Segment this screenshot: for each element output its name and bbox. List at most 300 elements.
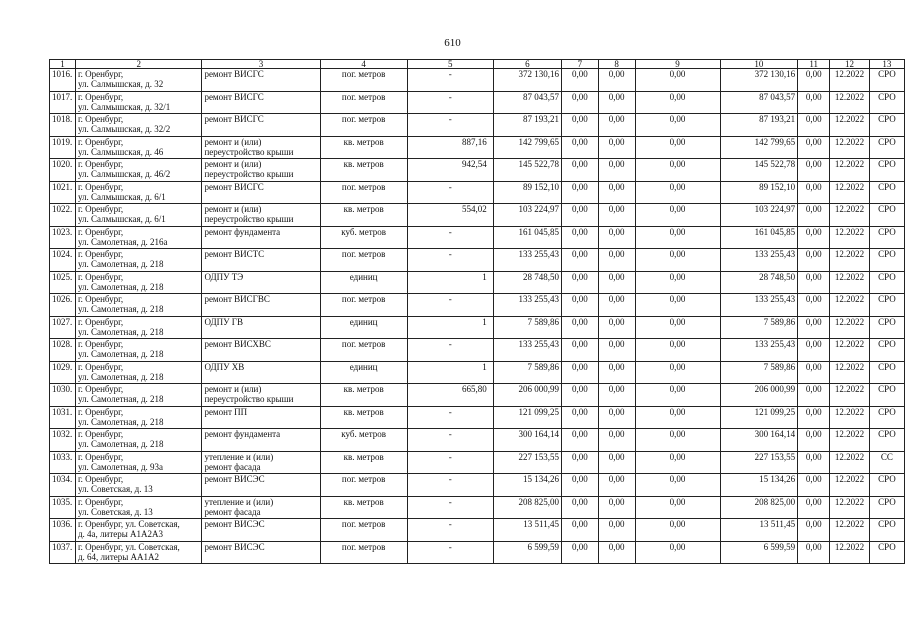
row-number-cell: 1029. xyxy=(50,361,76,384)
address-line: ул. Самолетная, д. 93а xyxy=(77,461,164,472)
value-cell: 0,00 xyxy=(598,294,635,317)
unit-cell: пог. метров xyxy=(320,249,407,272)
value-cell: 0,00 xyxy=(561,159,598,182)
address-line: ул. Самолетная, д. 216а xyxy=(77,236,168,247)
address-line: г. Оренбург, xyxy=(77,69,124,79)
value-cell: 0,00 xyxy=(561,204,598,227)
row-number-cell: 1037. xyxy=(50,541,76,564)
fund-cost-cell: 15 134,26 xyxy=(720,474,798,497)
address-line: ул. Самолетная, д. 218 xyxy=(77,259,164,269)
address-line: г. Оренбург, xyxy=(77,451,124,462)
work-type-line: ОДПУ ГВ xyxy=(204,316,243,327)
volume-cell: - xyxy=(407,226,493,249)
volume-cell: 554,02 xyxy=(407,204,493,227)
address-cell xyxy=(75,406,202,429)
address-line: ул. Салмышская, д. 32 xyxy=(77,79,164,89)
fund-cost-cell: 87 043,57 xyxy=(720,91,798,114)
unit-cell: пог. метров xyxy=(320,294,407,317)
value-cell: 0,00 xyxy=(635,496,720,519)
value-cell: 0,00 xyxy=(561,136,598,159)
row-number-cell: 1034. xyxy=(50,474,76,497)
fund-method-cell: СРО xyxy=(869,159,904,182)
value-cell: 0,00 xyxy=(598,429,635,452)
table-row xyxy=(50,91,905,114)
work-type-cell xyxy=(202,136,320,159)
work-type-line: ремонт и (или) xyxy=(204,384,262,394)
fund-cost-cell: 87 193,21 xyxy=(720,114,798,137)
total-cost-cell: 206 000,99 xyxy=(493,384,561,407)
value-cell: 0,00 xyxy=(798,226,830,249)
value-cell: 0,00 xyxy=(598,519,635,542)
work-type-cell xyxy=(202,429,320,452)
value-cell: 0,00 xyxy=(798,406,830,429)
column-header: 13 xyxy=(869,60,904,69)
unit-cell: пог. метров xyxy=(320,91,407,114)
address-line: ул. Самолетная, д. 218 xyxy=(77,349,164,359)
address-cell xyxy=(75,519,202,542)
address-line: ул. Советская, д. 13 xyxy=(77,484,153,494)
address-line: д. 64, литеры АА1А2 xyxy=(77,551,160,562)
row-number-cell: 1024. xyxy=(50,249,76,272)
unit-cell: кв. метров xyxy=(320,384,407,407)
value-cell: 0,00 xyxy=(598,271,635,294)
total-cost-cell: 161 045,85 xyxy=(493,226,561,249)
value-cell: 0,00 xyxy=(598,136,635,159)
work-type-cell xyxy=(202,519,320,542)
table-row xyxy=(50,519,905,542)
row-number-cell: 1025. xyxy=(50,271,76,294)
fund-cost-cell: 6 599,59 xyxy=(720,541,798,564)
volume-cell: 1 xyxy=(407,271,493,294)
value-cell: 0,00 xyxy=(798,271,830,294)
fund-cost-cell: 133 255,43 xyxy=(720,294,798,317)
volume-cell: - xyxy=(407,339,493,362)
address-line: ул. Салмышская, д. 46 xyxy=(77,146,164,157)
fund-method-cell: СРО xyxy=(869,541,904,564)
value-cell: 0,00 xyxy=(635,226,720,249)
value-cell: 0,00 xyxy=(561,496,598,519)
value-cell: 0,00 xyxy=(798,136,830,159)
unit-cell: кв. метров xyxy=(320,406,407,429)
row-number-cell: 1023. xyxy=(50,226,76,249)
address-cell xyxy=(75,159,202,182)
value-cell: 0,00 xyxy=(635,204,720,227)
value-cell: 0,00 xyxy=(561,271,598,294)
work-type-line: ремонт ВИСГВС xyxy=(204,294,270,304)
value-cell: 0,00 xyxy=(798,316,830,339)
value-cell: 0,00 xyxy=(798,519,830,542)
volume-cell: - xyxy=(407,451,493,474)
address-cell xyxy=(75,181,202,204)
work-type-line: утепление и (или) xyxy=(204,496,274,507)
address-line: ул. Самолетная, д. 218 xyxy=(77,326,164,337)
value-cell: 0,00 xyxy=(635,451,720,474)
fund-method-cell: СРО xyxy=(869,181,904,204)
work-type-line: ремонт ВИСГС xyxy=(204,181,264,192)
value-cell: 0,00 xyxy=(635,249,720,272)
fund-method-cell: СРО xyxy=(869,406,904,429)
total-cost-cell: 28 748,50 xyxy=(493,271,561,294)
unit-cell: кв. метров xyxy=(320,204,407,227)
value-cell: 0,00 xyxy=(635,339,720,362)
address-line: ул. Самолетная, д. 218 xyxy=(77,416,164,427)
column-header: 6 xyxy=(493,60,561,69)
work-type-line: ремонт фундамента xyxy=(204,226,281,237)
unit-cell: единиц xyxy=(320,361,407,384)
deadline-cell: 12.2022 xyxy=(830,91,870,114)
fund-cost-cell: 7 589,86 xyxy=(720,316,798,339)
value-cell: 0,00 xyxy=(798,474,830,497)
fund-cost-cell: 206 000,99 xyxy=(720,384,798,407)
total-cost-cell: 208 825,00 xyxy=(493,496,561,519)
value-cell: 0,00 xyxy=(561,226,598,249)
column-header: 9 xyxy=(635,60,720,69)
address-line: г. Оренбург, xyxy=(77,136,124,147)
unit-cell: кв. метров xyxy=(320,136,407,159)
unit-cell: пог. метров xyxy=(320,69,407,92)
unit-cell: пог. метров xyxy=(320,181,407,204)
work-type-line: ремонт и (или) xyxy=(204,136,262,147)
value-cell: 0,00 xyxy=(598,204,635,227)
address-line: г. Оренбург, xyxy=(77,474,124,484)
row-number-cell: 1020. xyxy=(50,159,76,182)
volume-cell: - xyxy=(407,474,493,497)
work-type-cell xyxy=(202,181,320,204)
deadline-cell: 12.2022 xyxy=(830,474,870,497)
address-line: г. Оренбург, xyxy=(77,406,124,417)
value-cell: 0,00 xyxy=(798,541,830,564)
row-number-cell: 1018. xyxy=(50,114,76,137)
table-row xyxy=(50,271,905,294)
value-cell: 0,00 xyxy=(561,361,598,384)
table-row xyxy=(50,339,905,362)
total-cost-cell: 15 134,26 xyxy=(493,474,561,497)
work-type-line: ремонт ВИСГС xyxy=(204,114,264,124)
address-line: г. Оренбург, xyxy=(77,159,124,169)
column-header: 5 xyxy=(407,60,493,69)
fund-cost-cell: 227 153,55 xyxy=(720,451,798,474)
fund-cost-cell: 103 224,97 xyxy=(720,204,798,227)
row-number-cell: 1022. xyxy=(50,204,76,227)
volume-cell: - xyxy=(407,519,493,542)
fund-method-cell: СРО xyxy=(869,496,904,519)
address-line: г. Оренбург, xyxy=(77,181,124,192)
volume-cell: 1 xyxy=(407,361,493,384)
work-type-cell xyxy=(202,204,320,227)
work-type-line: ремонт ВИСГС xyxy=(204,69,264,79)
work-type-line: ремонт ВИСХВС xyxy=(204,339,271,349)
row-number-cell: 1030. xyxy=(50,384,76,407)
fund-cost-cell: 142 799,65 xyxy=(720,136,798,159)
unit-cell: кв. метров xyxy=(320,159,407,182)
deadline-cell: 12.2022 xyxy=(830,339,870,362)
deadline-cell: 12.2022 xyxy=(830,384,870,407)
work-type-cell xyxy=(202,384,320,407)
column-number-row xyxy=(50,60,905,69)
work-type-cell xyxy=(202,114,320,137)
address-line: ул. Самолетная, д. 218 xyxy=(77,439,164,449)
address-line: ул. Салмышская, д. 32/1 xyxy=(77,101,171,112)
table-row xyxy=(50,474,905,497)
value-cell: 0,00 xyxy=(635,384,720,407)
fund-cost-cell: 161 045,85 xyxy=(720,226,798,249)
total-cost-cell: 121 099,25 xyxy=(493,406,561,429)
column-header: 4 xyxy=(320,60,407,69)
address-line: г. Оренбург, xyxy=(77,204,124,214)
work-type-line: ремонт ВИСЭС xyxy=(204,541,265,552)
column-header: 2 xyxy=(75,60,202,69)
fund-method-cell: СРО xyxy=(869,114,904,137)
deadline-cell: 12.2022 xyxy=(830,294,870,317)
work-type-line: переустройство крыши xyxy=(204,169,294,179)
fund-cost-cell: 13 511,45 xyxy=(720,519,798,542)
value-cell: 0,00 xyxy=(598,451,635,474)
value-cell: 0,00 xyxy=(561,316,598,339)
total-cost-cell: 142 799,65 xyxy=(493,136,561,159)
value-cell: 0,00 xyxy=(561,541,598,564)
table-row xyxy=(50,316,905,339)
work-type-line: ремонт ПП xyxy=(204,406,248,417)
table-row xyxy=(50,384,905,407)
value-cell: 0,00 xyxy=(798,361,830,384)
value-cell: 0,00 xyxy=(798,339,830,362)
value-cell: 0,00 xyxy=(798,384,830,407)
work-type-line: ремонт ВИСЭС xyxy=(204,474,265,484)
value-cell: 0,00 xyxy=(798,114,830,137)
address-line: г. Оренбург, xyxy=(77,384,124,394)
fund-method-cell: СРО xyxy=(869,204,904,227)
work-type-line: ремонт ВИСТС xyxy=(204,249,265,259)
value-cell: 0,00 xyxy=(798,451,830,474)
unit-cell: куб. метров xyxy=(320,226,407,249)
row-number-cell: 1021. xyxy=(50,181,76,204)
work-type-cell xyxy=(202,294,320,317)
volume-cell: - xyxy=(407,294,493,317)
value-cell: 0,00 xyxy=(598,541,635,564)
value-cell: 0,00 xyxy=(635,159,720,182)
value-cell: 0,00 xyxy=(798,496,830,519)
volume-cell: - xyxy=(407,496,493,519)
row-number-cell: 1028. xyxy=(50,339,76,362)
page-number: 610 xyxy=(444,37,461,49)
address-cell xyxy=(75,204,202,227)
value-cell: 0,00 xyxy=(561,474,598,497)
work-type-cell xyxy=(202,226,320,249)
value-cell: 0,00 xyxy=(798,69,830,92)
column-header: 3 xyxy=(202,60,320,69)
value-cell: 0,00 xyxy=(561,114,598,137)
row-number-cell: 1036. xyxy=(50,519,76,542)
table-row xyxy=(50,294,905,317)
value-cell: 0,00 xyxy=(598,159,635,182)
volume-cell: - xyxy=(407,181,493,204)
volume-cell: - xyxy=(407,249,493,272)
unit-cell: кв. метров xyxy=(320,496,407,519)
work-type-line: ремонт фундамента xyxy=(204,429,281,439)
address-line: г. Оренбург, xyxy=(77,91,124,102)
column-header: 1 xyxy=(50,60,76,69)
address-line: г. Оренбург, xyxy=(77,114,124,124)
value-cell: 0,00 xyxy=(798,429,830,452)
row-number-cell: 1017. xyxy=(50,91,76,114)
work-type-line: утепление и (или) xyxy=(204,451,274,462)
address-cell xyxy=(75,226,202,249)
value-cell: 0,00 xyxy=(635,69,720,92)
value-cell: 0,00 xyxy=(598,249,635,272)
work-type-cell xyxy=(202,541,320,564)
value-cell: 0,00 xyxy=(561,69,598,92)
value-cell: 0,00 xyxy=(635,519,720,542)
value-cell: 0,00 xyxy=(798,159,830,182)
column-header: 10 xyxy=(720,60,798,69)
address-cell xyxy=(75,361,202,384)
fund-method-cell: СРО xyxy=(869,316,904,339)
address-line: ул. Самолетная, д. 218 xyxy=(77,394,164,404)
value-cell: 0,00 xyxy=(635,136,720,159)
row-number-cell: 1031. xyxy=(50,406,76,429)
fund-cost-cell: 145 522,78 xyxy=(720,159,798,182)
unit-cell: пог. метров xyxy=(320,114,407,137)
volume-cell: - xyxy=(407,429,493,452)
work-type-cell xyxy=(202,91,320,114)
work-type-cell xyxy=(202,249,320,272)
value-cell: 0,00 xyxy=(798,294,830,317)
table-row xyxy=(50,496,905,519)
fund-method-cell: СРО xyxy=(869,271,904,294)
work-type-line: ремонт ВИСГС xyxy=(204,91,264,102)
table-row xyxy=(50,406,905,429)
value-cell: 0,00 xyxy=(561,91,598,114)
volume-cell: - xyxy=(407,406,493,429)
row-number-cell: 1016. xyxy=(50,69,76,92)
deadline-cell: 12.2022 xyxy=(830,159,870,182)
value-cell: 0,00 xyxy=(598,339,635,362)
total-cost-cell: 6 599,59 xyxy=(493,541,561,564)
volume-cell: - xyxy=(407,69,493,92)
value-cell: 0,00 xyxy=(598,361,635,384)
value-cell: 0,00 xyxy=(635,181,720,204)
deadline-cell: 12.2022 xyxy=(830,69,870,92)
value-cell: 0,00 xyxy=(561,294,598,317)
work-type-cell xyxy=(202,316,320,339)
total-cost-cell: 300 164,14 xyxy=(493,429,561,452)
work-type-line: ОДПУ ТЭ xyxy=(204,271,244,282)
volume-cell: 665,80 xyxy=(407,384,493,407)
table-row xyxy=(50,451,905,474)
deadline-cell: 12.2022 xyxy=(830,519,870,542)
value-cell: 0,00 xyxy=(598,384,635,407)
fund-method-cell: СРО xyxy=(869,69,904,92)
fund-cost-cell: 372 130,16 xyxy=(720,69,798,92)
column-header: 11 xyxy=(798,60,830,69)
total-cost-cell: 89 152,10 xyxy=(493,181,561,204)
deadline-cell: 12.2022 xyxy=(830,406,870,429)
address-line: г. Оренбург, xyxy=(77,339,124,349)
table-row xyxy=(50,181,905,204)
total-cost-cell: 133 255,43 xyxy=(493,249,561,272)
work-type-line: ремонт и (или) xyxy=(204,204,262,214)
fund-cost-cell: 300 164,14 xyxy=(720,429,798,452)
deadline-cell: 12.2022 xyxy=(830,226,870,249)
total-cost-cell: 13 511,45 xyxy=(493,519,561,542)
value-cell: 0,00 xyxy=(598,69,635,92)
deadline-cell: 12.2022 xyxy=(830,316,870,339)
value-cell: 0,00 xyxy=(635,271,720,294)
work-type-line: переустройство крыши xyxy=(204,394,294,404)
value-cell: 0,00 xyxy=(635,316,720,339)
value-cell: 0,00 xyxy=(561,181,598,204)
fund-method-cell: СРО xyxy=(869,474,904,497)
fund-method-cell: СРО xyxy=(869,226,904,249)
address-cell xyxy=(75,69,202,92)
deadline-cell: 12.2022 xyxy=(830,429,870,452)
work-type-line: переустройство крыши xyxy=(204,146,294,157)
value-cell: 0,00 xyxy=(598,496,635,519)
address-line: д. 4а, литеры А1А2А3 xyxy=(77,529,164,539)
fund-method-cell: СС xyxy=(869,451,904,474)
total-cost-cell: 87 193,21 xyxy=(493,114,561,137)
row-number-cell: 1027. xyxy=(50,316,76,339)
address-line: г. Оренбург, ул. Советская, xyxy=(77,541,180,552)
unit-cell: единиц xyxy=(320,316,407,339)
volume-cell: - xyxy=(407,91,493,114)
value-cell: 0,00 xyxy=(635,361,720,384)
address-line: г. Оренбург, xyxy=(77,316,124,327)
total-cost-cell: 227 153,55 xyxy=(493,451,561,474)
column-header: 8 xyxy=(598,60,635,69)
deadline-cell: 12.2022 xyxy=(830,361,870,384)
value-cell: 0,00 xyxy=(798,204,830,227)
row-number-cell: 1026. xyxy=(50,294,76,317)
address-cell xyxy=(75,451,202,474)
table-row xyxy=(50,249,905,272)
value-cell: 0,00 xyxy=(798,91,830,114)
value-cell: 0,00 xyxy=(635,91,720,114)
address-cell xyxy=(75,474,202,497)
value-cell: 0,00 xyxy=(798,249,830,272)
value-cell: 0,00 xyxy=(561,519,598,542)
work-type-cell xyxy=(202,406,320,429)
address-line: г. Оренбург, xyxy=(77,496,124,507)
unit-cell: кв. метров xyxy=(320,451,407,474)
volume-cell: - xyxy=(407,541,493,564)
fund-method-cell: СРО xyxy=(869,136,904,159)
address-line: г. Оренбург, xyxy=(77,271,124,282)
address-cell xyxy=(75,339,202,362)
fund-cost-cell: 121 099,25 xyxy=(720,406,798,429)
row-number-cell: 1033. xyxy=(50,451,76,474)
row-number-cell: 1019. xyxy=(50,136,76,159)
deadline-cell: 12.2022 xyxy=(830,204,870,227)
total-cost-cell: 372 130,16 xyxy=(493,69,561,92)
table-row xyxy=(50,69,905,92)
table-row xyxy=(50,541,905,564)
value-cell: 0,00 xyxy=(598,181,635,204)
unit-cell: пог. метров xyxy=(320,474,407,497)
value-cell: 0,00 xyxy=(598,226,635,249)
total-cost-cell: 7 589,86 xyxy=(493,316,561,339)
address-line: г. Оренбург, xyxy=(77,226,124,237)
address-line: ул. Салмышская, д. 46/2 xyxy=(77,169,171,179)
fund-method-cell: СРО xyxy=(869,294,904,317)
work-type-line: ремонт ВИСЭС xyxy=(204,519,265,529)
address-line: ул. Салмышская, д. 32/2 xyxy=(77,124,171,134)
value-cell: 0,00 xyxy=(598,114,635,137)
work-type-line: ремонт фасада xyxy=(204,506,261,517)
table-row xyxy=(50,159,905,182)
table-row xyxy=(50,204,905,227)
column-header: 7 xyxy=(561,60,598,69)
